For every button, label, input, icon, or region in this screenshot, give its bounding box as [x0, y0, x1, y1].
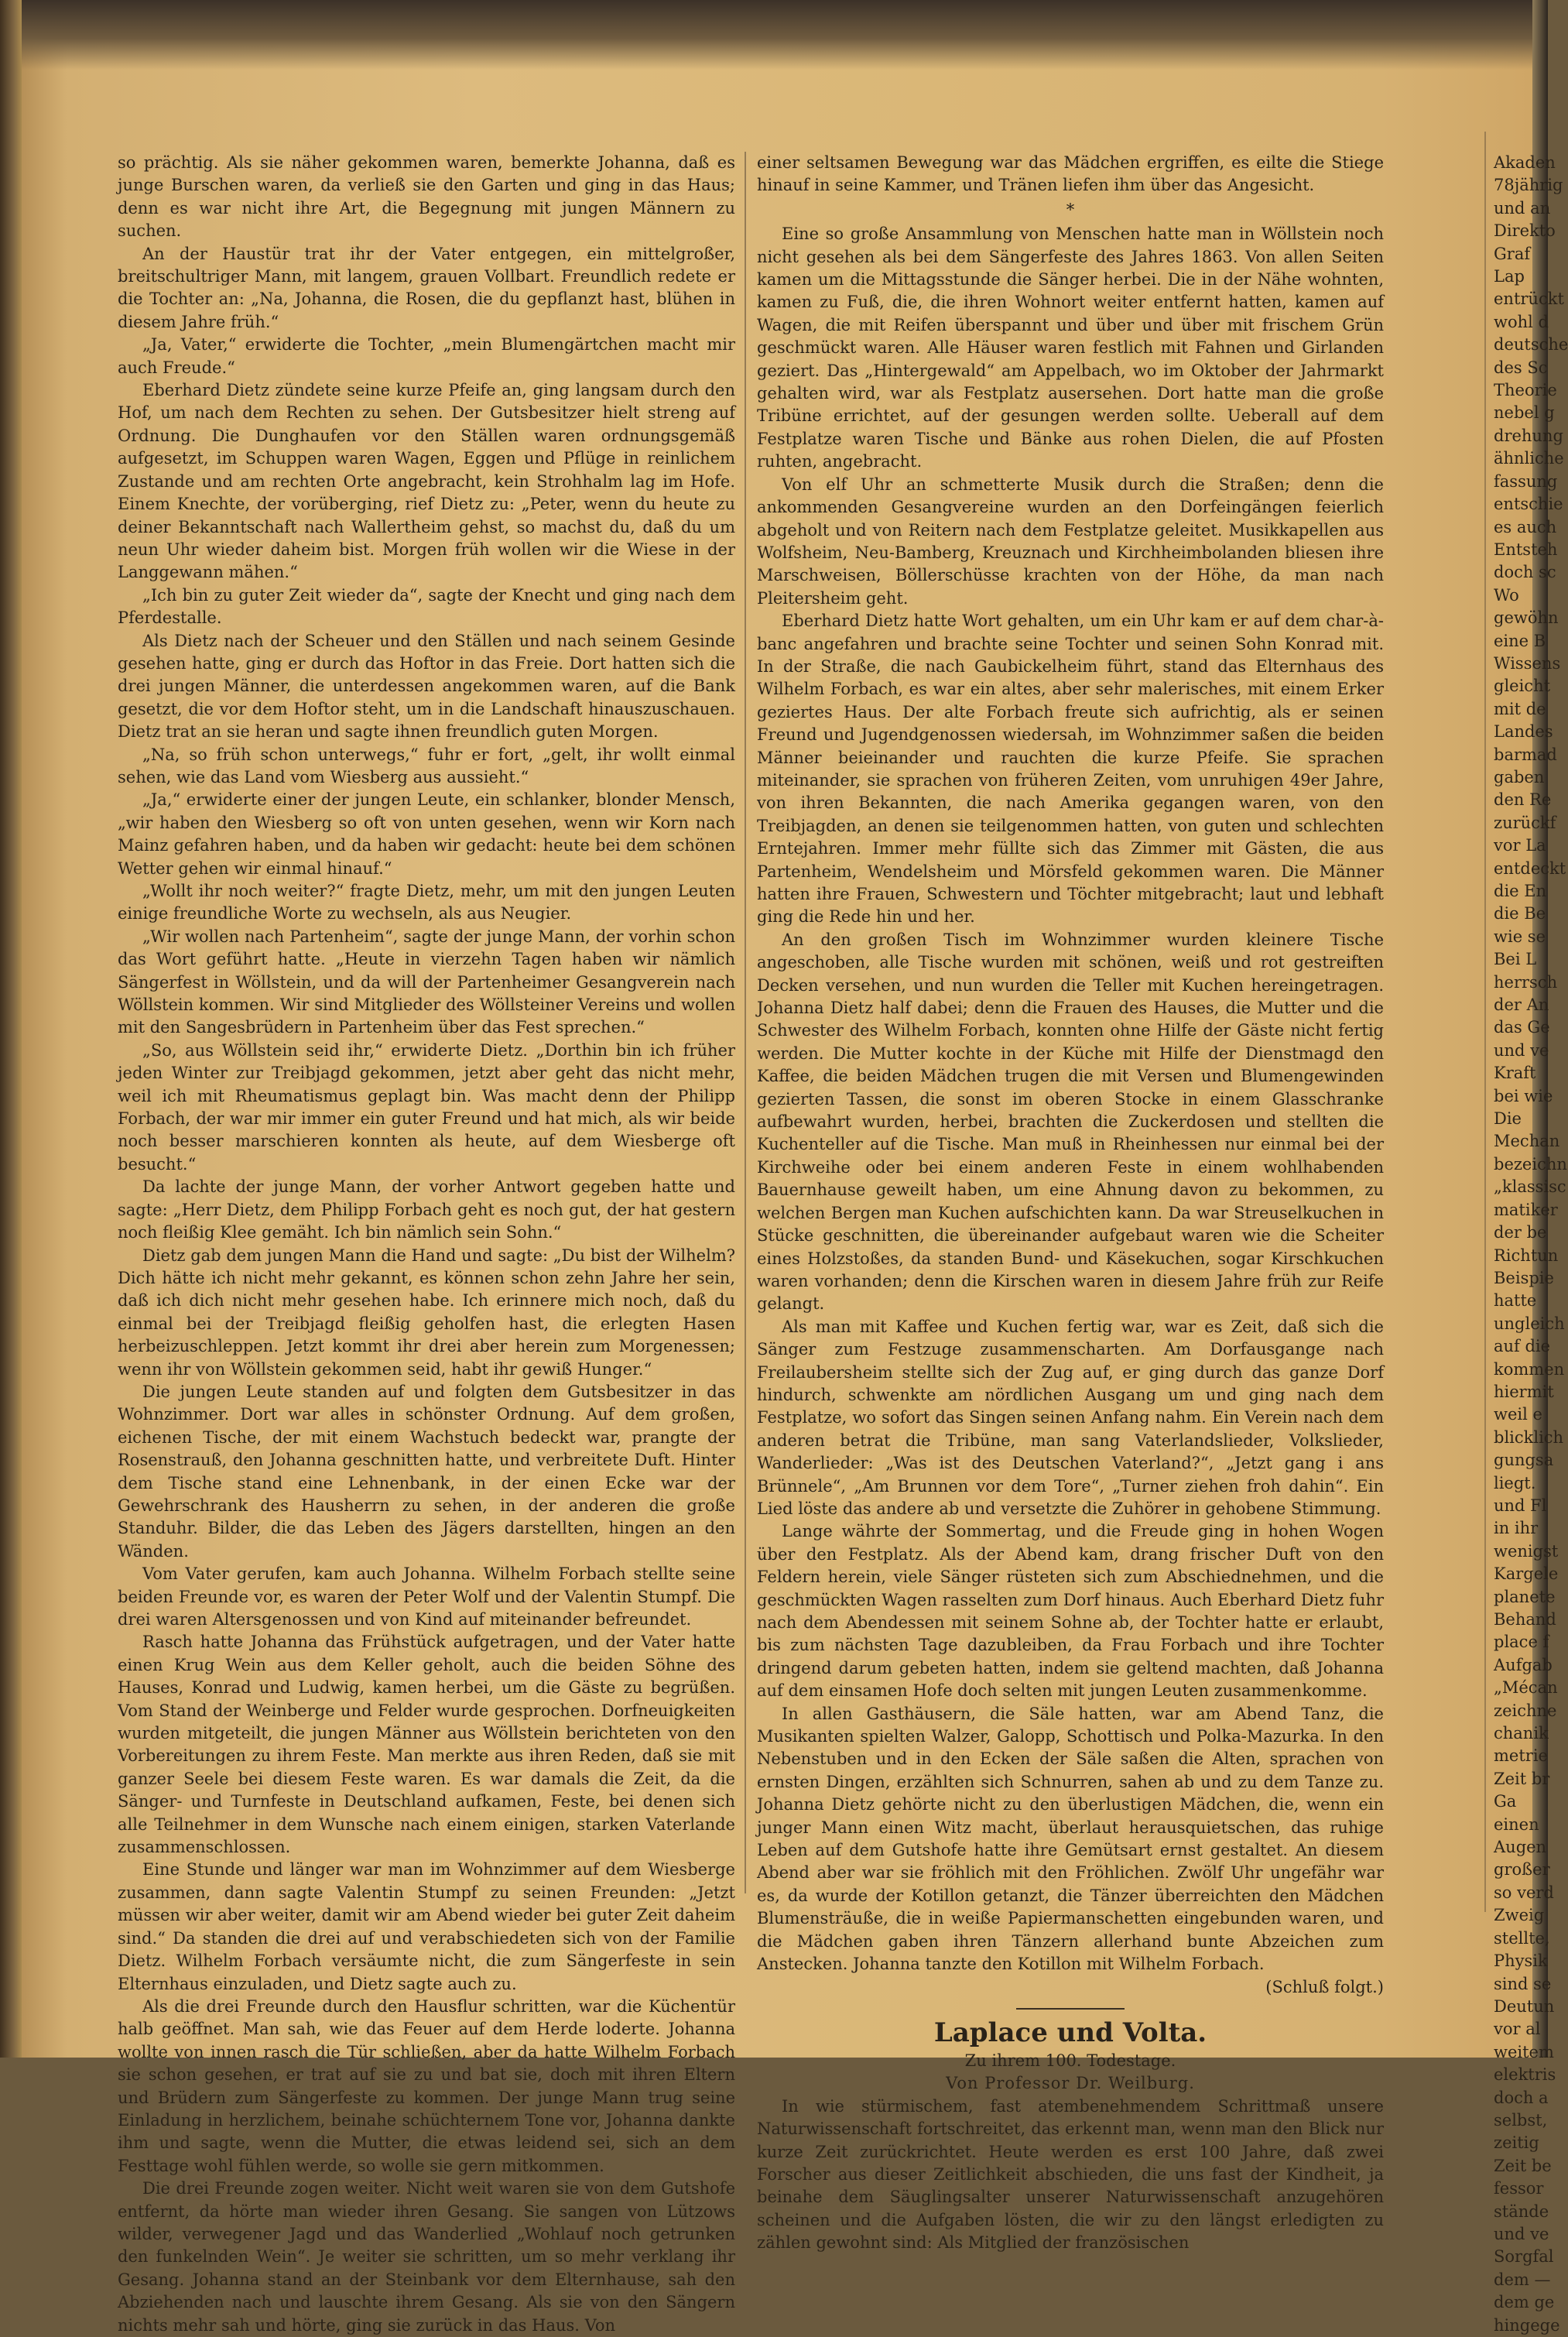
- paragraph: Eberhard Dietz zündete seine kurze Pfeife an, ging langsam durch den Hof, um nach dem Rechten zu sehen. Der Gutsbesitzer hielt streng auf Ordnung. Die Dunghaufen vor den Ställen waren ordnungsgemäß aufgesetzt, im Schuppen waren Wagen, Eggen und Pflüge in reinlichem Zustande und am rechten Orte angebracht, kein Strohhalm lag im Hofe. Einem Knechte, der vorüberging, rief Dietz zu: „Peter, wenn du heute zu deiner Bekanntschaft nach Wallertheim gehst, so machst du, daß du um neun Uhr wieder daheim bist. Morgen früh wollen wir die Wiese in der Langgewann mähen.“: [118, 381, 735, 582]
- continued-note: (Schluß folgt.): [1265, 1977, 1384, 1996]
- cutoff-line: dem ge: [1494, 2293, 1555, 2312]
- cutoff-line: hatte: [1494, 1291, 1537, 1311]
- cutoff-line: sind se: [1494, 1974, 1552, 1993]
- column-divider: [745, 152, 746, 1893]
- paragraph: einer seltsamen Bewegung war das Mädchen ergriffen, es eilte die Stiege hinauf in seine Kammer, und Tränen liefen ihm über das Angesicht.: [757, 153, 1384, 195]
- cutoff-line: Direkto: [1494, 221, 1556, 241]
- paragraph: so prächtig. Als sie näher gekommen waren, bemerkte Johanna, daß es junge Burschen waren, da verließ sie den Garten und ging in das Haus; denn es war nicht ihre Art, die Begegnung mit jungen Männern zu suchen.: [118, 153, 735, 241]
- paragraph: Die jungen Leute standen auf und folgten dem Gutsbesitzer in das Wohnzimmer. Dort war alles in schönster Ordnung. Auf dem großen, eichenen Tische, der mit einem Wachstuch bedeckt war, prangte der Rosenstrauß, den Johanna geschnitten hatte, und verbreitete Duft. Hinter dem Tische stand eine Lehnenbank, in der einen Ecke war der Gewehrschrank des Hausherrn zu sehen, in der anderen die große Standuhr. Bilder, die das Leben des Jägers darstellten, hingen an den Wänden.: [118, 1382, 735, 1561]
- cutoff-line: wenigst: [1494, 1541, 1559, 1561]
- paragraph: An der Haustür trat ihr der Vater entgegen, ein mittelgroßer, breitschultriger Mann, mit langem, grauen Vollbart. Freundlich redete er die Tochter an: „Na, Johanna, die Rosen, die du gepflanzt hast, blühen in diesem Jahre früh.“: [118, 244, 735, 331]
- middle-column: [757, 152, 1384, 2255]
- cutoff-line: es auch: [1494, 517, 1557, 536]
- article-body: [757, 2095, 1384, 2255]
- cutoff-line: Sorgfal: [1494, 2247, 1554, 2267]
- paragraph: Als die drei Freunde durch den Hausflur schritten, war die Küchentür halb geöffnet. Man sah, wie das Feuer auf dem Herde loderte. Johanna wollte von innen rasch die Tür schließen, aber da hatte Wilhelm Forbach sie schon gesehen, er trat auf sie zu und bat sie, doch mit ihren Eltern und Brüdern zum Sängerfeste zu kommen. Der junge Mann trug seine Einladung in herzlichem, beinahe schüchternem Tone vor, Johanna dankte ihm und sagte, wenn die Mutter, die etwas leidend sei, sich an dem Festtage wohl fühlen werde, so wolle sie gern mitkommen.: [118, 1996, 735, 2175]
- cutoff-line: Beispie: [1494, 1268, 1554, 1287]
- cutoff-line: bezeichn: [1494, 1154, 1567, 1174]
- cutoff-line: chanik: [1494, 1724, 1549, 1743]
- cutoff-line: dem —: [1494, 2270, 1551, 2289]
- paragraph: „Ja,“ erwiderte einer der jungen Leute, ein schlanker, blonder Mensch, „wir haben den Wiesberg so oft von unten gesehen, wenn wir Korn nach Mainz gefahren haben, und da haben wir gedacht: heute bei dem schönen Wetter gehen wir einmal hinauf.“: [118, 790, 735, 878]
- paragraph: An den großen Tisch im Wohnzimmer wurden kleinere Tische angeschoben, alle Tische wurden mit schönen, weiß und rot gestreiften Decken versehen, und nun wurden die Teller mit Kuchen hereingetragen. Johanna Dietz half dabei; denn die Frauen des Hauses, die Mutter und die Schwester des Wilhelm Forbach, konnten ohne Hilfe der Gäste nicht fertig werden. Die Mutter kochte in der Küche mit Hilfe der Dienstmagd den Kaffee, die beiden Mädchen trugen die mit Versen und Blumengewinden gezierten Tassen, die sonst im oberen Stocke in einem Glasschranke aufbewahrt wurden, herbei, brachten die Zuckerdosen und stellten die Kuchenteller auf die Tische. Man muß in Rheinhessen nur einmal bei der Kirchweihe oder bei einem anderen Feste in einem wohlhabenden Bauernhause geweilt haben, um eine Ahnung davon zu bekommen, zu welchen Bergen man Kuchen aufschichten kann. Da war Streuselkuchen in Stücke geschnitten, die übereinander aufgebaut waren wie die Scheiter eines Holzstoßes, da standen Bund- und Käsekuchen, sogar Kirschkuchen waren vorhanden; denn die Kirschen waren in diesem Jahre früh zur Reife gelangt.: [757, 930, 1384, 1314]
- cutoff-line: „Mécan: [1494, 1678, 1558, 1698]
- cutoff-line: großer: [1494, 1860, 1550, 1880]
- cutoff-line: entdeckt: [1494, 858, 1566, 878]
- cutoff-line: das Ge: [1494, 1018, 1550, 1037]
- column-divider-right: [1484, 132, 1486, 1912]
- cutoff-line: metrie: [1494, 1746, 1548, 1766]
- article-separator: [1016, 2008, 1125, 2010]
- paragraph: Rasch hatte Johanna das Frühstück aufgetragen, und der Vater hatte einen Krug Wein aus dem Keller geholt, auch die beiden Söhne des Hauses, Konrad und Ludwig, kamen herbei, um die Gäste zu begrüßen. Vom Stand der Weinberge und Felder wurde gesprochen. Dorfneuigkeiten wurden mitgeteilt, die jungen Männer aus Wöllstein berichteten von den Vorbereitungen zu ihrem Feste. Man merkte aus ihren Reden, daß sie mit ganzer Seele bei diesem Feste waren. Es war damals die Zeit, da die Sänger- und Turnfeste in Deutschland aufkamen, Feste, bei denen sich alle Teilnehmer in dem Wunsche nach einem einigen, starken Vaterlande zusammenschlossen.: [118, 1633, 735, 1857]
- cutoff-line: doch sc: [1494, 563, 1556, 582]
- paragraph: Als man mit Kaffee und Kuchen fertig war, war es Zeit, daß sich die Sänger zum Festzuge zusammenscharten. Am Dorfausgange nach Freilaubersheim stellte sich der Zug auf, er ging durch das ganze Dorf hindurch, schwenkte am nördlichen Ausgang um und ging nach dem Festplatze, wo sofort das Singen seinen Anfang nahm. Ein Verein nach dem anderen betrat die Tribüne, man sang Vaterlandslieder, Volkslieder, Wanderlieder: „Was ist des Deutschen Vaterland?“, „Jetzt gang i ans Brünnele“, „Am Brunnen vor dem Tore“, „Turner ziehen froh dahin“. Ein Lied löste das andere ab und versetzte die Zuhörer in gehobene Stimmung.: [757, 1317, 1384, 1518]
- cutoff-line: zeitig: [1494, 2133, 1539, 2153]
- cutoff-line: hingege: [1494, 2315, 1560, 2335]
- cutoff-line: vor al: [1494, 2020, 1541, 2039]
- paragraph: „Wollt ihr noch weiter?“ fragte Dietz, mehr, um mit den jungen Leuten einige freundliche Worte zu wechseln, als aus Neugier.: [118, 882, 735, 923]
- story-text: [757, 223, 1384, 1975]
- cutoff-line: Ga: [1494, 1792, 1517, 1811]
- cutoff-line: weitem: [1494, 2042, 1554, 2061]
- paragraph: „Ja, Vater,“ erwiderte die Tochter, „mein Blumengärtchen macht mir auch Freude.“: [118, 335, 735, 377]
- cutoff-line: vor La: [1494, 836, 1546, 855]
- cutoff-line: herrsch: [1494, 972, 1558, 992]
- cutoff-line: drehung: [1494, 426, 1563, 445]
- cutoff-line: und ve: [1494, 2224, 1549, 2243]
- article-subtitle: Zu ihrem 100. Todestage.: [964, 2051, 1176, 2070]
- cutoff-line: matiker: [1494, 1200, 1558, 1219]
- cutoff-line: auf die: [1494, 1337, 1551, 1356]
- cutoff-line: und Fl: [1494, 1496, 1547, 1515]
- cutoff-line: gewöhn: [1494, 608, 1559, 628]
- cutoff-line: Die: [1494, 1109, 1522, 1129]
- cutoff-line: die Be: [1494, 904, 1546, 923]
- paragraph: „Ich bin zu guter Zeit wieder da“, sagte der Knecht und ging nach dem Pferdestalle.: [118, 585, 735, 628]
- cutoff-line: wohl d: [1494, 312, 1549, 331]
- paragraph: Dietz gab dem jungen Mann die Hand und sagte: „Du bist der Wilhelm? Dich hätte ich nicht mehr gekannt, es können schon zehn Jahre her sein, daß ich dich nicht mehr gesehen habe. Ich erinnere mich noch, daß du einmal bei der Treibjagd fleißig geholfen hast, die erlegten Hasen herbeizuschleppen. Jetzt kommt ihr drei aber herein zum Morgenessen; wenn ihr von Wöllstein gekommen seid, habt ihr gewiß Hunger.“: [118, 1246, 735, 1379]
- cutoff-line: weil e: [1494, 1405, 1542, 1424]
- cutoff-line: Behand: [1494, 1610, 1556, 1629]
- cutoff-line: place f: [1494, 1633, 1549, 1652]
- cutoff-line: barmad: [1494, 745, 1557, 764]
- cutoff-line: stände: [1494, 2202, 1549, 2221]
- cutoff-line: so verd: [1494, 1883, 1554, 1902]
- cutoff-line: einen: [1494, 1814, 1539, 1834]
- cutoff-line: in ihr: [1494, 1519, 1539, 1538]
- cutoff-line: selbst,: [1494, 2110, 1548, 2130]
- cutoff-line: wie se: [1494, 927, 1546, 946]
- cutoff-line: Zeit br: [1494, 1769, 1550, 1788]
- cutoff-line: und an: [1494, 198, 1551, 218]
- cutoff-line: mit de: [1494, 699, 1546, 718]
- cutoff-line: zurückf: [1494, 813, 1556, 832]
- paragraph: Von elf Uhr an schmetterte Musik durch die Straßen; denn die ankommenden Gesangvereine wurden an den Dorfeingängen feierlich abgeholt und von Reitern nach dem Festplatze geleitet. Musikkapellen aus Wolfsheim, Neu-Bamberg, Kreuznach und Kirchheimbolanden bliesen ihre Marschweisen, Böllerschüsse krachten von der Höhe, da man nach Pleitersheim geht.: [757, 475, 1384, 608]
- cutoff-line: elektris: [1494, 2065, 1556, 2085]
- cutoff-line: gleicht: [1494, 677, 1551, 696]
- story-continuation: [757, 152, 1384, 197]
- cutoff-line: „klassisc: [1494, 1177, 1566, 1197]
- cutoff-line: Kraft: [1494, 1064, 1536, 1083]
- cutoff-line: fassung: [1494, 471, 1558, 491]
- cutoff-line: doch a: [1494, 2088, 1549, 2107]
- cutoff-line: 78jährig: [1494, 176, 1563, 195]
- section-asterisk: *: [1066, 200, 1075, 219]
- left-column: [118, 152, 735, 2337]
- paragraph: „Wir wollen nach Partenheim“, sagte der junge Mann, der vorhin schon das Wort geführt hatte. „Heute in vierzehn Tagen haben wir nämlich Sängerfest in Wöllstein, und da will der Partenheimer Gesangverein nach Wöllstein kommen. Wir sind Mitglieder des Wöllsteiner Vereins und wollen mit den Sangesbrüdern in Partenheim über das Fest sprechen.“: [118, 927, 735, 1037]
- paragraph: Als Dietz nach der Scheuer und den Ställen und nach seinem Gesinde gesehen hatte, ging er durch das Hoftor in das Freie. Dort hatten sich die drei jungen Männer, die unterdessen angekommen waren, auf die Bank gesetzt, die vor dem Hoftor steht, um in die Landschaft hinauszuschauen. Dietz trat an sie heran und sagte ihnen freundlich guten Morgen.: [118, 631, 735, 742]
- cutoff-line: entschie: [1494, 495, 1563, 514]
- paragraph: Eine so große Ansammlung von Menschen hatte man in Wöllstein noch nicht gesehen als bei dem Sängerfeste des Jahres 1863. Von allen Seiten kamen um die Mittagsstunde die Sänger herbei. Die in der Nähe wohnten, kamen zu Fuß, die, die ihren Wohnort weiter entfernt hatten, kamen auf Wagen, die mit Reifen überspannt und über und über mit frischem Grün geschmückt waren. Alle Häuser waren festlich mit Fahnen und Girlanden geziert. Das „Hintergewald“ am Appelbach, wo im Oktober der Jahrmarkt gehalten wird, war als Festplatz ausersehen. Dort hatte man die große Tribüne errichtet, auf der gesungen werden sollte. Ueberall auf dem Festplatze waren Tische und Bänke aus rohen Dielen, die auf Pfosten ruhten, angebracht.: [757, 224, 1384, 471]
- cutoff-line: bei wie: [1494, 1086, 1553, 1105]
- cutoff-line: Physik: [1494, 1951, 1548, 1971]
- cutoff-line: blicklich: [1494, 1427, 1564, 1447]
- cutoff-line: planete: [1494, 1587, 1556, 1606]
- cutoff-line: deutsche: [1494, 335, 1568, 355]
- cutoff-line: Entsteh: [1494, 540, 1558, 559]
- article-paragraph: In wie stürmischem, fast atembenehmendem Schrittmaß unsere Naturwissenschaft fortschreitet, das erkennt man, wenn man den Blick nur kurze Zeit zurückrichtet. Heute werden es erst 100 Jahre, daß zwei Forscher aus dieser Zeitlichkeit abschieden, die uns fast der Kindheit, ja beinahe dem Säuglingsalter unserer Naturwissenschaft anzugehören scheinen und die Aufgaben lösten, die wir zu den längst erledigten zu zählen gewohnt sind: Als Mitglied der französischen: [757, 2096, 1384, 2253]
- cutoff-line: hiermit: [1494, 1382, 1554, 1401]
- paragraph: Lange währte der Sommertag, und die Freude ging in hohen Wogen über den Festplatz. Als der Abend kam, drang frischer Duft von den Feldern herein, viele Sänger rüsteten sich zum Abschiednehmen, und die geschmückten Wagen rasselten zum Dorf hinaus. Auch Eberhard Dietz fuhr nach dem Abendessen mit seinem Sohne ab, der Tochter hatte er erlaubt, bis zum nächsten Tage dazubleiben, da Frau Forbach und ihre Tochter dringend darum gebeten hatten, indem sie geltend machten, daß Johanna auf dem einsamen Hofe doch selten mit jungen Leuten zusammenkomme.: [757, 1522, 1384, 1701]
- cutoff-line: Kargele: [1494, 1564, 1559, 1584]
- cutoff-line: nebel g: [1494, 403, 1555, 423]
- cutoff-line: der be: [1494, 1223, 1547, 1242]
- cutoff-line: gungsa: [1494, 1451, 1554, 1470]
- cutoff-line: die En: [1494, 882, 1547, 900]
- paragraph: „So, aus Wöllstein seid ihr,“ erwiderte Dietz. „Dorthin bin ich früher jeden Winter zur Treibjagd gekommen, jetzt aber geht das nicht mehr, weil ich mit Rheumatismus geplagt bin. Was macht denn der Philipp Forbach, der war mir immer ein guter Freund und hat mich, als wir beide noch besser marschieren konnten als heute, auf dem Wiesberge oft besucht.“: [118, 1040, 735, 1174]
- paragraph: Eine Stunde und länger war man im Wohnzimmer auf dem Wiesberge zusammen, dann sagte Valentin Stumpf zu seinen Freunden: „Jetzt müssen wir aber weiter, damit wir am Abend wieder bei guter Zeit daheim sind.“ Da standen die drei auf und verabschiedeten sich von der Familie Dietz. Wilhelm Forbach versäumte nicht, die zum Sängerfeste in sein Elternhaus einzuladen, und Dietz sagte auch zu.: [118, 1860, 735, 1993]
- paragraph: In allen Gasthäusern, die Säle hatten, war am Abend Tanz, die Musikanten spielten Walzer, Galopp, Schottisch und Polka-Mazurka. In den Nebenstuben und in den Ecken der Säle saßen die Alten, sprachen von ernsten Dingen, erzählten sich Schnurren, sahen ab und zu dem Tanze zu. Johanna Dietz gehörte nicht zu den überlustigen Mädchen, die, wenn ein junger Mann einen Witz macht, überlaut herausquietschen, das ruhige Leben auf dem Gutshofe hatte ihre Gemütsart ernst gestaltet. An diesem Abend aber war sie fröhlich mit den Fröhlichen. Zwölf Uhr ungefähr war es, da wurde der Kotillon getanzt, die Tänzer überreichten den Mädchen Blumensträuße, die in weiße Papiermanschetten eingebunden waren, und die Mädchen gaben ihren Tänzern allerhand bunte Abzeichen zum Anstecken. Johanna tanzte den Kotillon mit Wilhelm Forbach.: [757, 1704, 1384, 1974]
- cutoff-line: fessor: [1494, 2179, 1544, 2198]
- cutoff-line: Mechan: [1494, 1132, 1560, 1151]
- paragraph: Vom Vater gerufen, kam auch Johanna. Wilhelm Forbach stellte seine beiden Freunde vor, es waren der Peter Wolf und der Valentin Stumpf. Die drei waren Altersgenossen und von Kind auf miteinander befreundet.: [118, 1564, 735, 1629]
- paragraph: Eberhard Dietz hatte Wort gehalten, um ein Uhr kam er auf dem char-à-banc angefahren und brachte seine Tochter und seinen Sohn Konrad mit. In der Straße, die nach Gaubickelheim führt, stand das Elternhaus des Wilhelm Forbach, es war ein altes, aber sehr malerisches, mit einem Erker geziertes Haus. Der alte Forbach freute sich aufrichtig, als er seinen Freund und Jugendgenossen wiedersah, im Wohnzimmer saßen die beiden Männer beieinander und rauchten die kurze Pfeife. Sie sprachen miteinander, sie sprachen von früheren Zeiten, vom unruhigen 49er Jahre, von ihren Bekannten, die nach Amerika gegangen waren, von den Treibjagden, an denen sie teilgenommen hatten, von guten und schlechten Erntejahren. Immer mehr füllte sich das Zimmer mit Gästen, die aus Partenheim, Wendelsheim und Mörsfeld gekommen waren. Die Männer hatten ihre Frauen, Schwestern und Töchter mitgebracht; laut und lebhaft ging die Rede hin und her.: [757, 612, 1384, 927]
- cutoff-line: Wo: [1494, 585, 1519, 605]
- paragraph: „Na, so früh schon unterwegs,“ fuhr er fort, „gelt, ihr wollt einmal sehen, wie das Land vom Wiesberg aus aussieht.“: [118, 745, 735, 786]
- cutoff-line: zeichne: [1494, 1701, 1557, 1720]
- cutoff-line: ähnliche: [1494, 449, 1564, 468]
- cutoff-line: Theorie: [1494, 381, 1557, 400]
- cutoff-line: Richtun: [1494, 1246, 1559, 1265]
- paragraph: Da lachte der junge Mann, der vorher Antwort gegeben hatte und sagte: „Herr Dietz, dem Philipp Forbach geht es noch gut, der hat gestern noch fleißig Klee gemäht. Ich bin nämlich sein Sohn.“: [118, 1177, 735, 1242]
- cutoff-line: der An: [1494, 995, 1549, 1015]
- cutoff-line: entrückt: [1494, 290, 1564, 309]
- cutoff-line: Zeit be: [1494, 2156, 1552, 2175]
- cutoff-line: kommen: [1494, 1359, 1565, 1379]
- cutoff-line: Aufgab: [1494, 1655, 1553, 1674]
- cutoff-line: Augen: [1494, 1838, 1547, 1857]
- paragraph: Die drei Freunde zogen weiter. Nicht weit waren sie von dem Gutshofe entfernt, da hörte man wieder ihren Gesang. Sie sangen von Lützows wilder, verwegener Jagd und das Wanderlied „Wohlauf noch getrunken den funkelnden Wein“. Je weiter sie schritten, um so mehr verklang ihr Gesang. Johanna stand an der Steinbank vor dem Elternhause, sah den Abziehenden nach und lauschte ihrem Gesang. Als sie von den Sängern nichts mehr sah und hörte, ging sie zurück in das Haus. Von: [118, 2179, 735, 2335]
- cutoff-line: und ve: [1494, 1040, 1549, 1060]
- article-title: Laplace und Volta.: [933, 2017, 1207, 2048]
- cutoff-line: eine B: [1494, 631, 1546, 650]
- cutoff-line: Deutun: [1494, 1996, 1555, 2016]
- cutoff-line: stellte,: [1494, 1928, 1550, 1948]
- article-author: Von Professor Dr. Weilburg.: [946, 2074, 1195, 2093]
- cutoff-line: Wissens: [1494, 653, 1561, 673]
- cutoff-line: Bei L: [1494, 950, 1537, 969]
- book-binding: [0, 0, 22, 2058]
- top-edge-shadow: [22, 0, 1532, 70]
- cutoff-line: Lap: [1494, 267, 1525, 286]
- cutoff-line: Zweig: [1494, 1906, 1545, 1925]
- right-column-cutoff: [1494, 152, 1568, 2337]
- cutoff-line: liegt.: [1494, 1473, 1536, 1492]
- cutoff-line: Graf: [1494, 244, 1531, 263]
- cutoff-line: den Re: [1494, 790, 1552, 810]
- cutoff-line: gaben: [1494, 767, 1545, 786]
- cutoff-line: ungleich: [1494, 1314, 1565, 1333]
- cutoff-line: des Sc: [1494, 358, 1548, 377]
- cutoff-line: Akaden: [1494, 153, 1556, 172]
- cutoff-line: Landes: [1494, 722, 1553, 742]
